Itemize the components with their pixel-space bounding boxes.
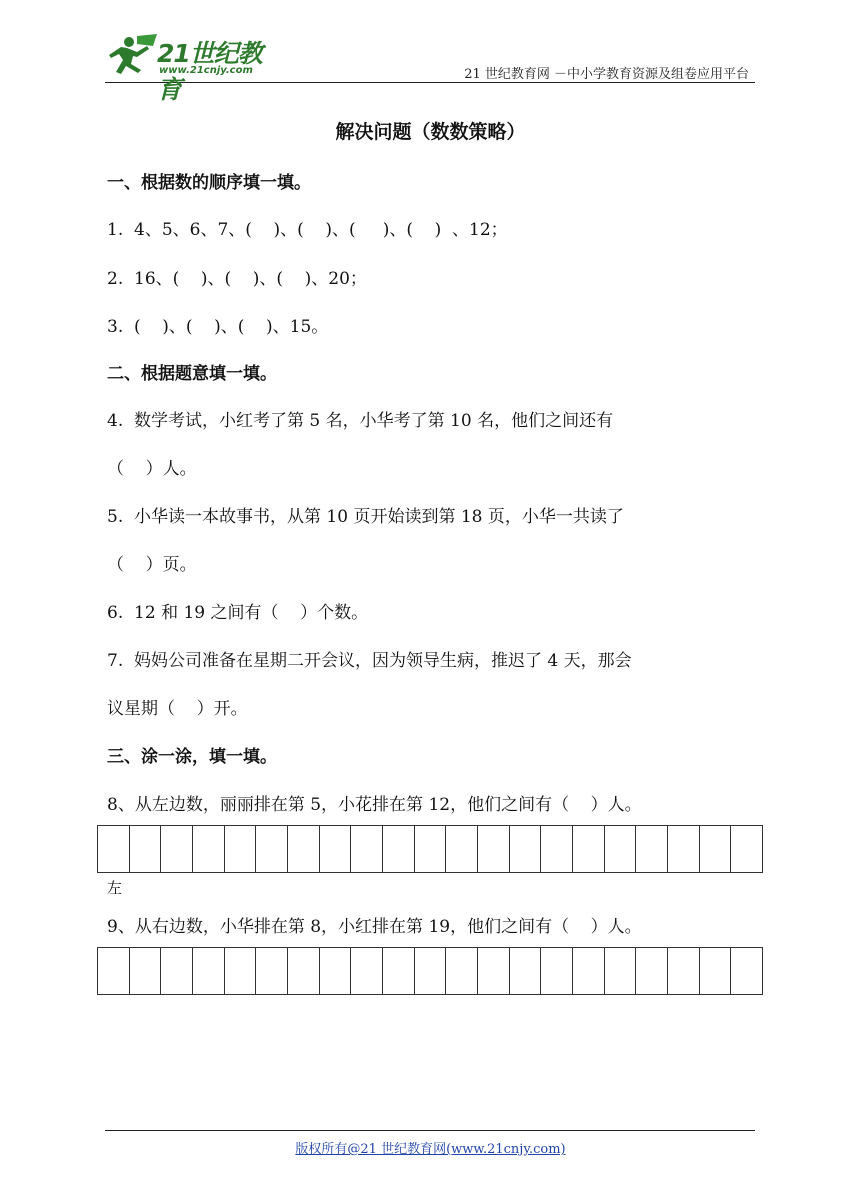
question-6: 6. 12 和 19 之间有（ ）个数。 bbox=[107, 603, 369, 623]
grid-cell[interactable] bbox=[731, 948, 762, 994]
grid-cell[interactable] bbox=[383, 948, 415, 994]
grid-cell[interactable] bbox=[351, 826, 383, 872]
logo-text: 21世纪教育 bbox=[157, 39, 262, 104]
grid-cell[interactable] bbox=[636, 948, 668, 994]
question-1: 1. 4、5、6、7、( )、( )、( )、( ) 、12； bbox=[107, 220, 508, 240]
grid-cell[interactable] bbox=[446, 826, 478, 872]
grid-cell[interactable] bbox=[446, 948, 478, 994]
grid-cell[interactable] bbox=[573, 826, 605, 872]
grid-cell[interactable] bbox=[731, 826, 762, 872]
grid-cell[interactable] bbox=[605, 826, 637, 872]
grid-cell[interactable] bbox=[668, 948, 700, 994]
grid-cell[interactable] bbox=[130, 826, 162, 872]
question-9: 9、从右边数，小华排在第 8，小红排在第 19，他们之间有（ ）人。 bbox=[107, 917, 642, 937]
grid-cell[interactable] bbox=[256, 948, 288, 994]
grid-cell[interactable] bbox=[510, 826, 542, 872]
question-7-continued: 议星期（ ）开。 bbox=[107, 699, 248, 719]
grid-cell[interactable] bbox=[478, 826, 510, 872]
grid-cell[interactable] bbox=[288, 826, 320, 872]
grid-cell[interactable] bbox=[541, 826, 573, 872]
grid-cell[interactable] bbox=[193, 948, 225, 994]
grid-cell[interactable] bbox=[541, 948, 573, 994]
grid-cell[interactable] bbox=[161, 948, 193, 994]
grid-cell[interactable] bbox=[351, 948, 383, 994]
grid-cell[interactable] bbox=[510, 948, 542, 994]
grid-cell[interactable] bbox=[288, 948, 320, 994]
question-5-continued: （ ）页。 bbox=[107, 555, 197, 575]
section-heading-2: 二、根据题意填一填。 bbox=[107, 364, 277, 384]
grid-cell[interactable] bbox=[383, 826, 415, 872]
question-2: 2. 16、( )、( )、( )、20； bbox=[107, 269, 367, 289]
grid-cell[interactable] bbox=[415, 826, 447, 872]
grid-cell[interactable] bbox=[668, 826, 700, 872]
page-title: 解决问题（数数策略） bbox=[335, 121, 526, 143]
grid-cell[interactable] bbox=[415, 948, 447, 994]
grid-cell[interactable] bbox=[700, 826, 732, 872]
question-4: 4. 数学考试，小红考了第 5 名，小华考了第 10 名，他们之间还有 bbox=[107, 411, 614, 431]
question-5: 5. 小华读一本故事书，从第 10 页开始读到第 18 页，小华一共读了 bbox=[107, 507, 624, 527]
page-header bbox=[105, 30, 755, 104]
logo-url: www.21cnjy.com bbox=[159, 65, 253, 76]
grid-cell[interactable] bbox=[573, 948, 605, 994]
grid-cell[interactable] bbox=[636, 826, 668, 872]
section-heading-1: 一、根据数的顺序填一填。 bbox=[107, 173, 311, 193]
grid-cell[interactable] bbox=[320, 826, 352, 872]
grid-cell[interactable] bbox=[161, 826, 193, 872]
grid-cell[interactable] bbox=[130, 948, 162, 994]
footer-divider bbox=[105, 1130, 755, 1131]
grid-cell[interactable] bbox=[225, 948, 257, 994]
coloring-grid-9 bbox=[97, 947, 763, 995]
grid-cell[interactable] bbox=[98, 826, 130, 872]
coloring-grid-8 bbox=[97, 825, 763, 873]
footer-copyright-link[interactable]: 版权所有@21 世纪教育网(www.21cnjy.com) bbox=[295, 1142, 566, 1157]
grid-cell[interactable] bbox=[700, 948, 732, 994]
grid-cell[interactable] bbox=[605, 948, 637, 994]
grid-cell[interactable] bbox=[478, 948, 510, 994]
grid-left-label: 左 bbox=[107, 879, 123, 897]
grid-cell[interactable] bbox=[320, 948, 352, 994]
grid-cell[interactable] bbox=[193, 826, 225, 872]
question-7: 7. 妈妈公司准备在星期二开会议，因为领导生病，推迟了 4 天，那会 bbox=[107, 651, 632, 671]
question-3: 3. ( )、( )、( )、15。 bbox=[107, 317, 329, 337]
logo bbox=[105, 32, 285, 104]
grid-cell[interactable] bbox=[98, 948, 130, 994]
header-site-name: 21 世纪教育网 －中小学教育资源及组卷应用平台 bbox=[464, 67, 749, 82]
grid-cell[interactable] bbox=[225, 826, 257, 872]
section-heading-3: 三、涂一涂，填一填。 bbox=[107, 747, 277, 767]
question-8: 8、从左边数，丽丽排在第 5，小花排在第 12，他们之间有（ ）人。 bbox=[107, 795, 642, 815]
question-4-continued: （ ）人。 bbox=[107, 459, 197, 479]
runner-logo-icon bbox=[107, 32, 161, 78]
grid-cell[interactable] bbox=[256, 826, 288, 872]
